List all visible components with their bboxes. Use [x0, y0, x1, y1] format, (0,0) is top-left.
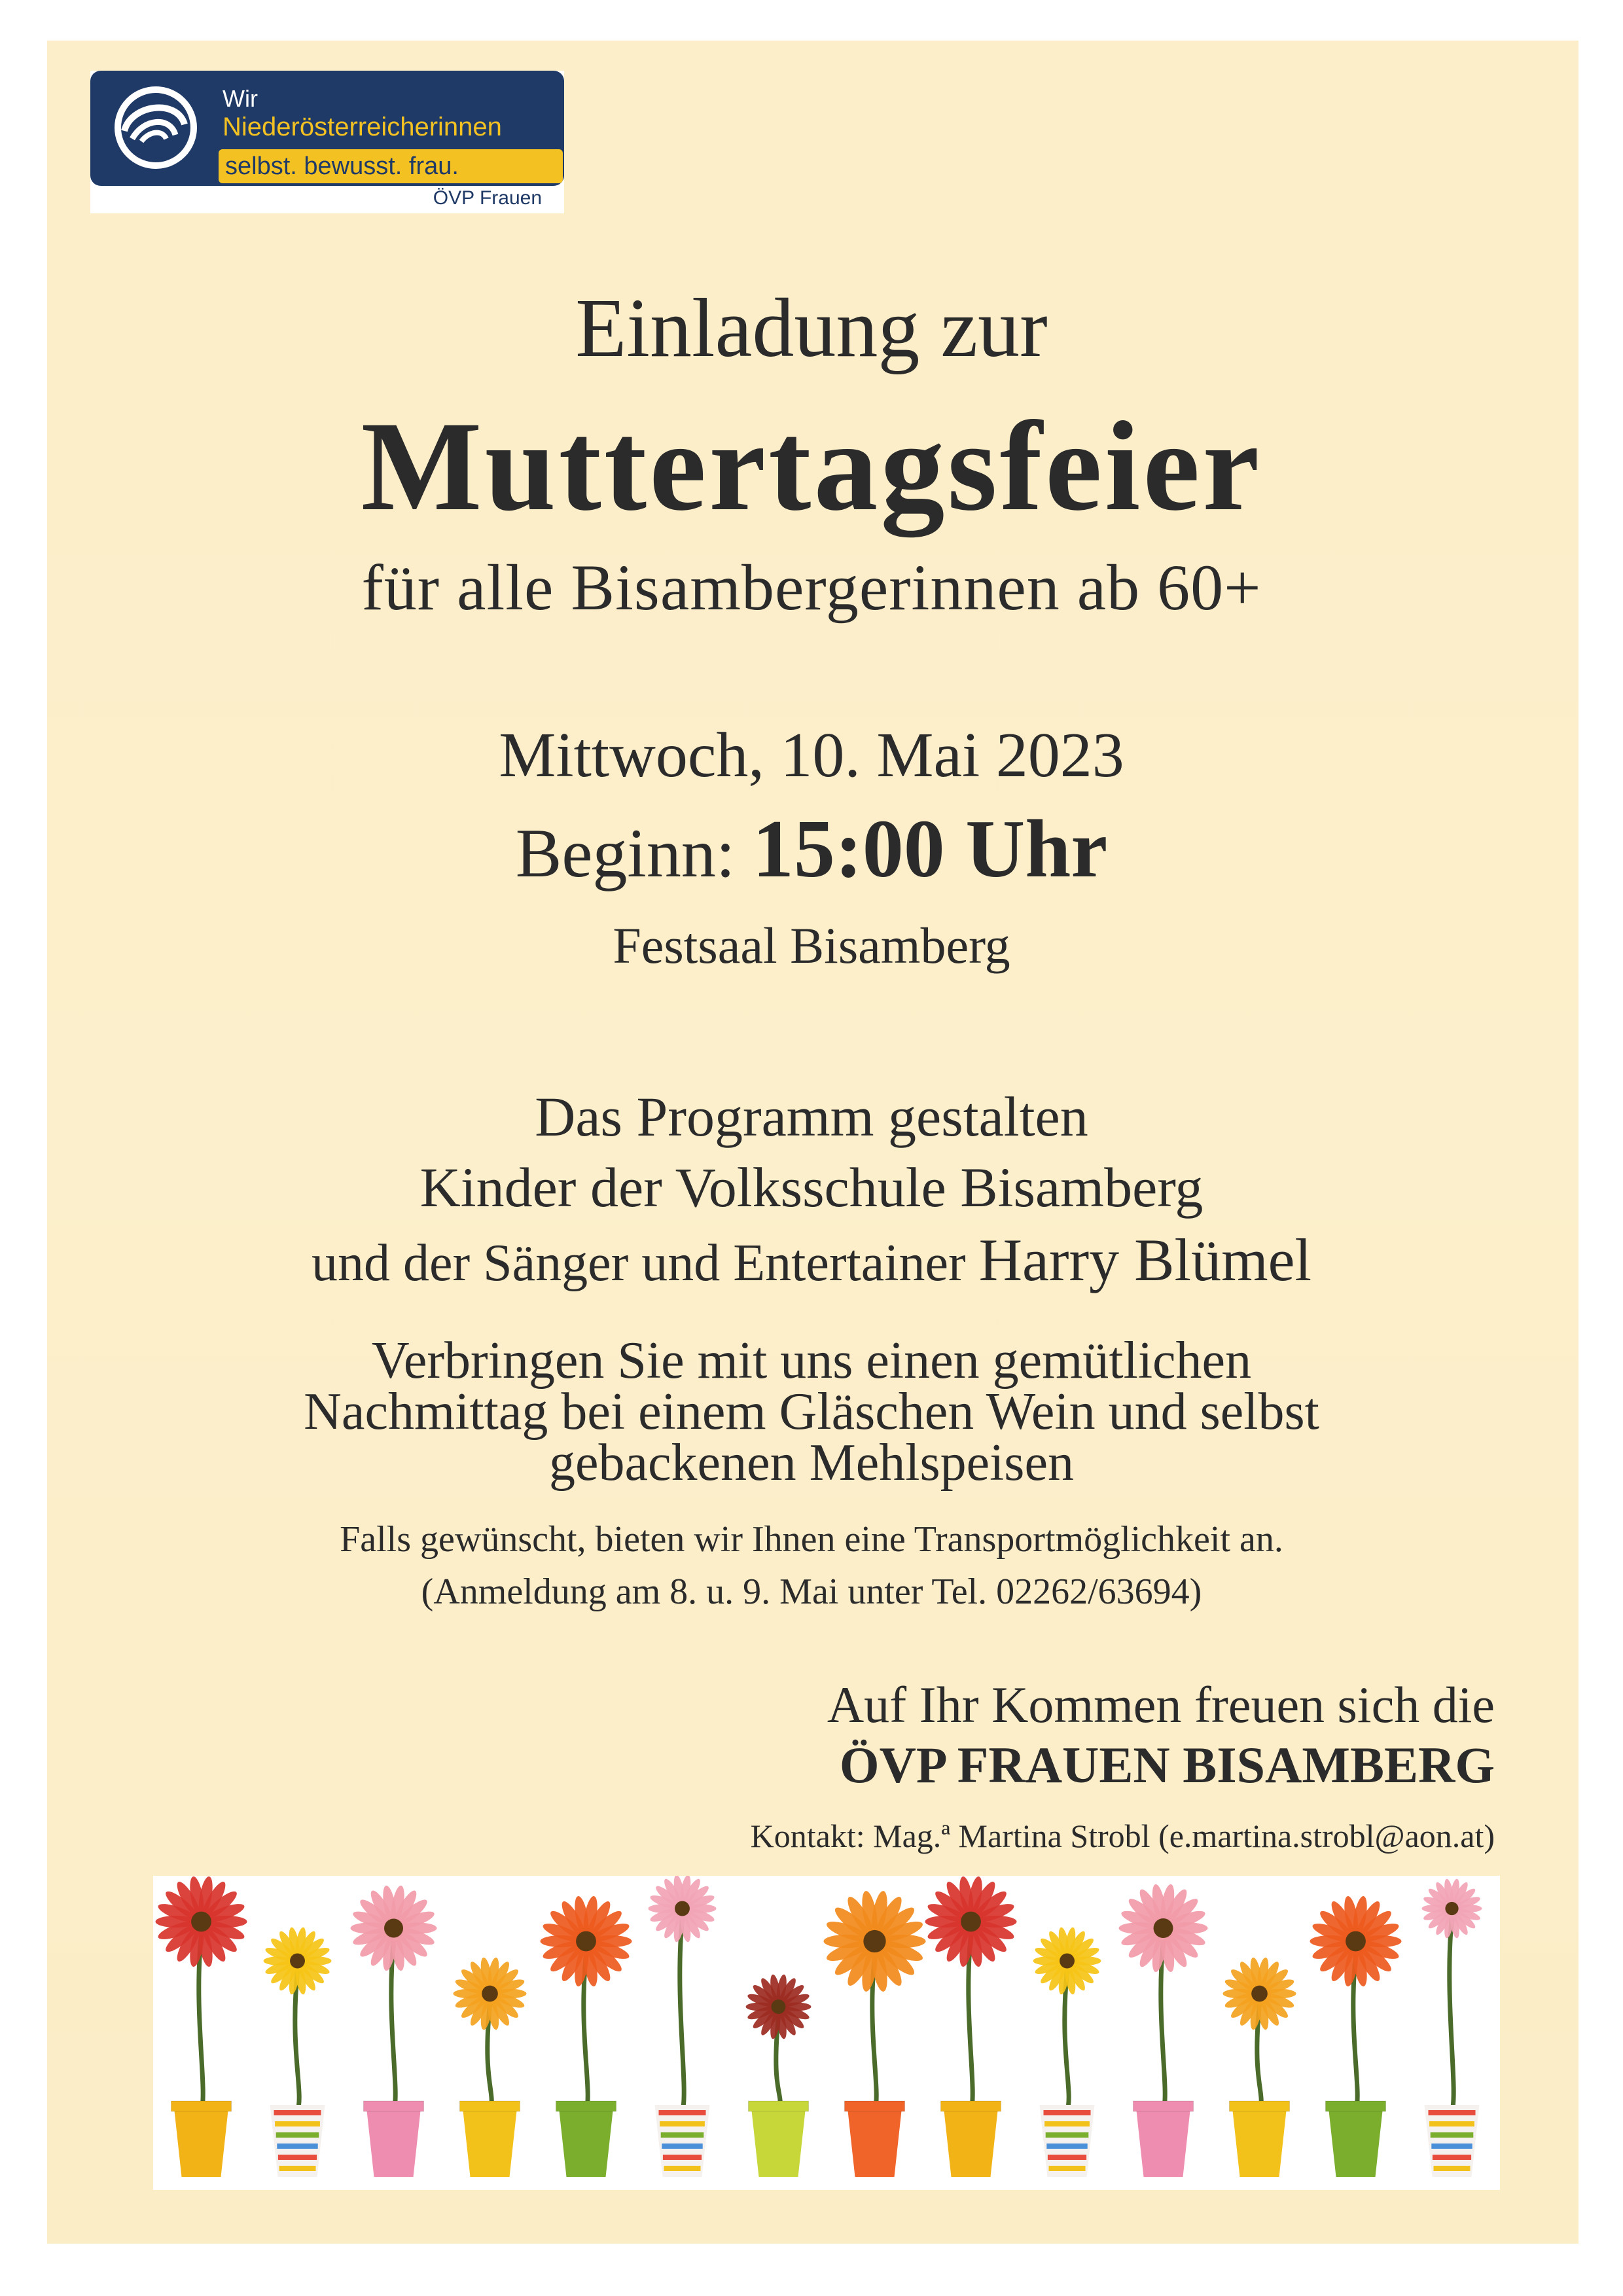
invite-line-2: Nachmittag bei einem Gläschen Wein und selbst	[304, 1383, 1319, 1441]
transport-line-2: (Anmeldung am 8. u. 9. Mai unter Tel. 02262/63694)	[421, 1571, 1202, 1612]
flower-pot	[454, 1957, 527, 2177]
logo-org-name: ÖVP Frauen	[433, 187, 542, 209]
invite-line-1: Verbringen Sie mit uns einen gemütlichen	[371, 1332, 1252, 1390]
flower-pot	[824, 1890, 926, 2177]
page-title: Muttertagsfeier	[361, 395, 1262, 537]
event-start	[0, 802, 1623, 897]
logo-panel	[90, 71, 564, 186]
start-time: 15:00 Uhr	[752, 804, 1108, 895]
flower-pot	[1222, 1957, 1296, 2177]
program-line-3	[0, 1225, 1623, 1295]
rose-logo-icon	[98, 79, 213, 177]
flower-pot	[1422, 1878, 1482, 2177]
flower-pot	[1119, 1883, 1208, 2177]
program-line-1: Das Programm gestalten	[535, 1085, 1088, 1148]
flower-pot	[541, 1895, 632, 2177]
start-label: Beginn:	[515, 815, 736, 891]
event-date: Mittwoch, 10. Mai 2023	[499, 720, 1124, 791]
flower-pot	[1310, 1895, 1402, 2177]
logo-line-1: Wir	[223, 85, 258, 112]
flower-pot	[649, 1876, 717, 2177]
flower-pots-illustration	[153, 1876, 1500, 2190]
flower-pots-graphic	[153, 1876, 1500, 2190]
logo-slogan: selbst. bewusst. frau.	[219, 149, 563, 183]
ovp-frauen-logo	[90, 71, 564, 213]
logo-line-2: Niederösterreicherinnen	[223, 113, 502, 141]
event-venue: Festsaal Bisamberg	[613, 917, 1010, 974]
transport-line-1: Falls gewünscht, bieten wir Ihnen eine Transportmöglichkeit an.	[340, 1519, 1283, 1560]
program-line-3-prefix: und der Sänger und Entertainer	[311, 1234, 966, 1292]
performer-name: Harry Blümel	[978, 1227, 1312, 1293]
flower-pot	[746, 1974, 812, 2177]
flower-pot	[156, 1876, 247, 2177]
audience-subtitle: für alle Bisambergerinnen ab 60+	[361, 551, 1262, 624]
invite-line-3: gebackenen Mehlspeisen	[549, 1434, 1074, 1492]
contact-line: Kontakt: Mag.ª Martina Strobl (e.martina.strobl@aon.at)	[750, 1818, 1495, 1854]
flower-pot	[1033, 1927, 1101, 2177]
program-line-2: Kinder der Volksschule Bisamberg	[419, 1156, 1204, 1219]
flower-pot	[925, 1876, 1017, 2177]
flower-pot	[264, 1927, 332, 2177]
closing-line-1: Auf Ihr Kommen freuen sich die	[827, 1676, 1495, 1733]
flower-pot	[351, 1885, 437, 2177]
closing-line-2: ÖVP FRAUEN BISAMBERG	[839, 1736, 1495, 1793]
intro-heading: Einladung zur	[575, 281, 1048, 374]
